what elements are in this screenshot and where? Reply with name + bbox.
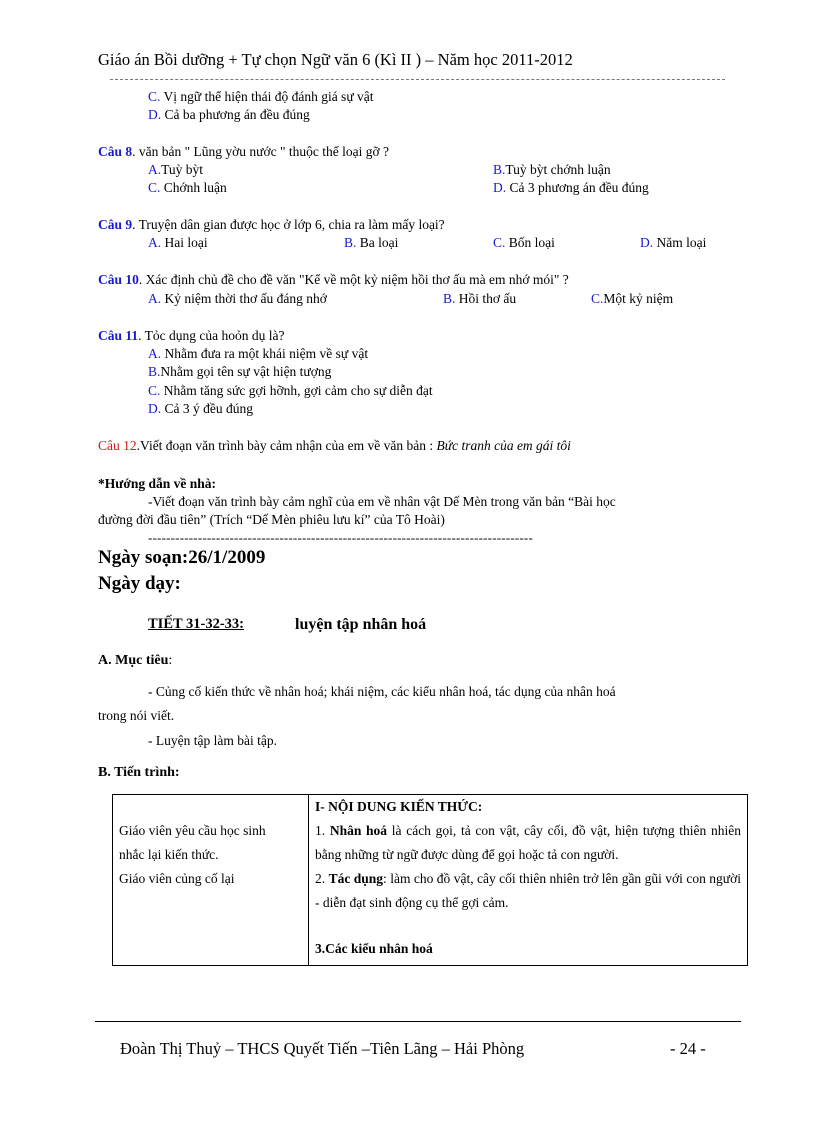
option-text: Vị ngữ thể hiện thái độ đánh giá sự vật bbox=[163, 89, 374, 104]
effect-paragraph bbox=[315, 867, 741, 915]
option-letter: D. bbox=[493, 180, 507, 195]
section-b-heading: B. Tiến trình: bbox=[98, 765, 180, 780]
question-8 bbox=[98, 143, 389, 161]
homework-heading: *Hướng dẫn về nhà: bbox=[98, 476, 216, 491]
q11-option-d bbox=[148, 400, 253, 418]
q8-option-b bbox=[493, 161, 611, 179]
question-12 bbox=[98, 437, 571, 455]
question-9 bbox=[98, 216, 445, 234]
date-taught: Ngày dạy: bbox=[98, 573, 181, 594]
question-text: . Truyện dân gian được học ở lớp 6, chia ra làm mấy loại? bbox=[132, 217, 445, 232]
definition-text: là cách gọi, tả con vật, cây cối, đồ vật, hiện tượng thiên nhiên bằng những từ ngữ được dùng để gọi hoặc tả con người. bbox=[315, 823, 741, 862]
types-heading: 3.Các kiểu nhân hoá bbox=[315, 941, 433, 956]
page-number: - 24 - bbox=[670, 1039, 706, 1058]
option-letter: D. bbox=[640, 235, 654, 250]
option-letter: C. bbox=[148, 180, 161, 195]
goal-1-line-1: - Củng cố kiến thức về nhân hoá; khái niệm, các kiểu nhân hoá, tác dụng của nhân hoá bbox=[148, 684, 616, 699]
option-text: Nhằm tăng sức gợi hỡnh, gợi cảm cho sự diễn đạt bbox=[163, 383, 433, 398]
date-prepared: Ngày soạn:26/1/2009 bbox=[98, 547, 266, 568]
section-separator: ------------------------------------------------------------------------------------- bbox=[148, 530, 533, 545]
content-cell bbox=[309, 795, 748, 966]
header-divider bbox=[110, 79, 725, 80]
q8-option-d bbox=[493, 179, 649, 197]
option-letter: A. bbox=[148, 346, 162, 361]
option-letter: C. bbox=[148, 383, 161, 398]
option-text: Kỷ niệm thời thơ ấu đáng nhớ bbox=[164, 291, 327, 306]
option-letter: B. bbox=[493, 162, 506, 177]
q11-option-b bbox=[148, 363, 331, 381]
question-text: .Viết đoạn văn trình bày cảm nhận của em về văn bản : bbox=[136, 438, 437, 453]
option-text: Tuỳ bỳt bbox=[161, 162, 204, 177]
q9-option-d bbox=[640, 234, 706, 252]
option-text: Cả 3 phương án đều đúng bbox=[509, 180, 649, 195]
effect-term: Tác dụng bbox=[328, 871, 384, 886]
q7-option-c bbox=[148, 88, 374, 106]
option-letter: C. bbox=[493, 235, 506, 250]
definition-number: 1. bbox=[315, 823, 330, 838]
q9-option-a bbox=[148, 234, 208, 252]
effect-text: : làm cho đồ vật, cây cối thiên nhiên trở lên gần gũi với con người - diễn đạt sinh động cụ thể gợi cảm. bbox=[315, 871, 741, 910]
q10-option-c bbox=[591, 290, 673, 308]
question-label: Câu 12 bbox=[98, 438, 137, 453]
teacher-activity-line: Giáo viên củng cố lại bbox=[119, 871, 235, 886]
option-letter: B. bbox=[148, 364, 161, 379]
question-text: . văn bản " Lũng yờu nước " thuộc thể loại gỡ ? bbox=[132, 144, 389, 159]
question-10 bbox=[98, 271, 569, 289]
section-a-heading bbox=[98, 653, 172, 669]
question-text: . Tỏc dụng của hoỏn dụ là? bbox=[138, 328, 285, 343]
q9-option-b bbox=[344, 234, 398, 252]
option-text: Tuỳ bỳt chớnh luận bbox=[505, 162, 611, 177]
q8-option-a bbox=[148, 161, 203, 179]
option-text: Cả 3 ý đều đúng bbox=[164, 401, 253, 416]
q10-option-a bbox=[148, 290, 327, 308]
footer-author: Đoàn Thị Thuỷ – THCS Quyết Tiến –Tiên Lãng – Hải Phòng bbox=[120, 1039, 525, 1058]
page-header-title: Giáo án Bồi dưỡng + Tự chọn Ngữ văn 6 (Kì II ) – Năm học 2011-2012 bbox=[98, 50, 573, 69]
option-letter: A. bbox=[148, 291, 162, 306]
option-text: Một kỷ niệm bbox=[603, 291, 674, 306]
lesson-title: luyện tập nhân hoá bbox=[295, 616, 427, 633]
option-letter: C. bbox=[591, 291, 604, 306]
lesson-number: TIẾT 31-32-33: bbox=[148, 616, 245, 632]
section-a-colon: : bbox=[168, 653, 173, 668]
option-text: Ba loại bbox=[359, 235, 399, 250]
content-heading: I- NỘI DUNG KIẾN THỨC: bbox=[315, 799, 483, 814]
spacer bbox=[315, 915, 741, 937]
q7-option-d bbox=[148, 106, 310, 124]
q10-option-b bbox=[443, 290, 516, 308]
footer-divider bbox=[95, 1021, 741, 1022]
lesson-table bbox=[112, 794, 748, 966]
q11-option-a bbox=[148, 345, 368, 363]
question-label: Câu 10 bbox=[98, 272, 139, 287]
q11-option-c bbox=[148, 382, 433, 400]
q8-option-c bbox=[148, 179, 227, 197]
option-letter: A. bbox=[148, 162, 162, 177]
option-letter: B. bbox=[443, 291, 456, 306]
option-letter: B. bbox=[344, 235, 357, 250]
question-text: . Xác định chủ đề cho đề văn "Kể về một kỷ niệm hồi thơ ấu mà em nhớ mói" ? bbox=[138, 272, 569, 287]
option-letter: D. bbox=[148, 107, 162, 122]
option-text: Nhằm đưa ra một khái niệm về sự vật bbox=[164, 346, 369, 361]
teacher-activity-cell bbox=[113, 795, 309, 966]
goal-1-line-2: trong nói viết. bbox=[98, 708, 175, 723]
teacher-activity-line: Giáo viên yêu cầu học sinh bbox=[119, 823, 266, 838]
q9-option-c bbox=[493, 234, 555, 252]
goal-1 bbox=[98, 680, 738, 728]
option-text: Hai loại bbox=[164, 235, 208, 250]
option-text: Cả ba phương án đều đúng bbox=[164, 107, 310, 122]
teacher-activity-line: nhắc lại kiến thức. bbox=[119, 847, 219, 862]
homework-line-1: -Viết đoạn văn trình bày cảm nghĩ của em về nhân vật Dế Mèn trong văn bản “Bài học bbox=[148, 494, 616, 509]
option-letter: D. bbox=[148, 401, 162, 416]
homework-line-2: đường đời đầu tiên” (Trích “Dế Mèn phiêu lưu kí” của Tô Hoài) bbox=[98, 512, 445, 527]
question-11 bbox=[98, 327, 284, 345]
question-label: Câu 8 bbox=[98, 144, 133, 159]
option-letter: A. bbox=[148, 235, 162, 250]
definition-term: Nhân hoá bbox=[329, 823, 388, 838]
goal-2: - Luyện tập làm bài tập. bbox=[148, 733, 277, 748]
question-work-title: Bức tranh của em gái tôi bbox=[436, 438, 571, 453]
option-text: Năm loại bbox=[656, 235, 707, 250]
option-letter: C. bbox=[148, 89, 161, 104]
definition-paragraph bbox=[315, 819, 741, 867]
section-a-label: A. Mục tiêu bbox=[98, 653, 169, 668]
option-text: Hồi thơ ấu bbox=[458, 291, 517, 306]
effect-number: 2. bbox=[315, 871, 329, 886]
option-text: Chớnh luận bbox=[163, 180, 227, 195]
question-label: Câu 9 bbox=[98, 217, 133, 232]
option-text: Bốn loại bbox=[508, 235, 555, 250]
question-label: Câu 11 bbox=[98, 328, 139, 343]
option-text: Nhằm gọi tên sự vật hiện tượng bbox=[160, 364, 332, 379]
